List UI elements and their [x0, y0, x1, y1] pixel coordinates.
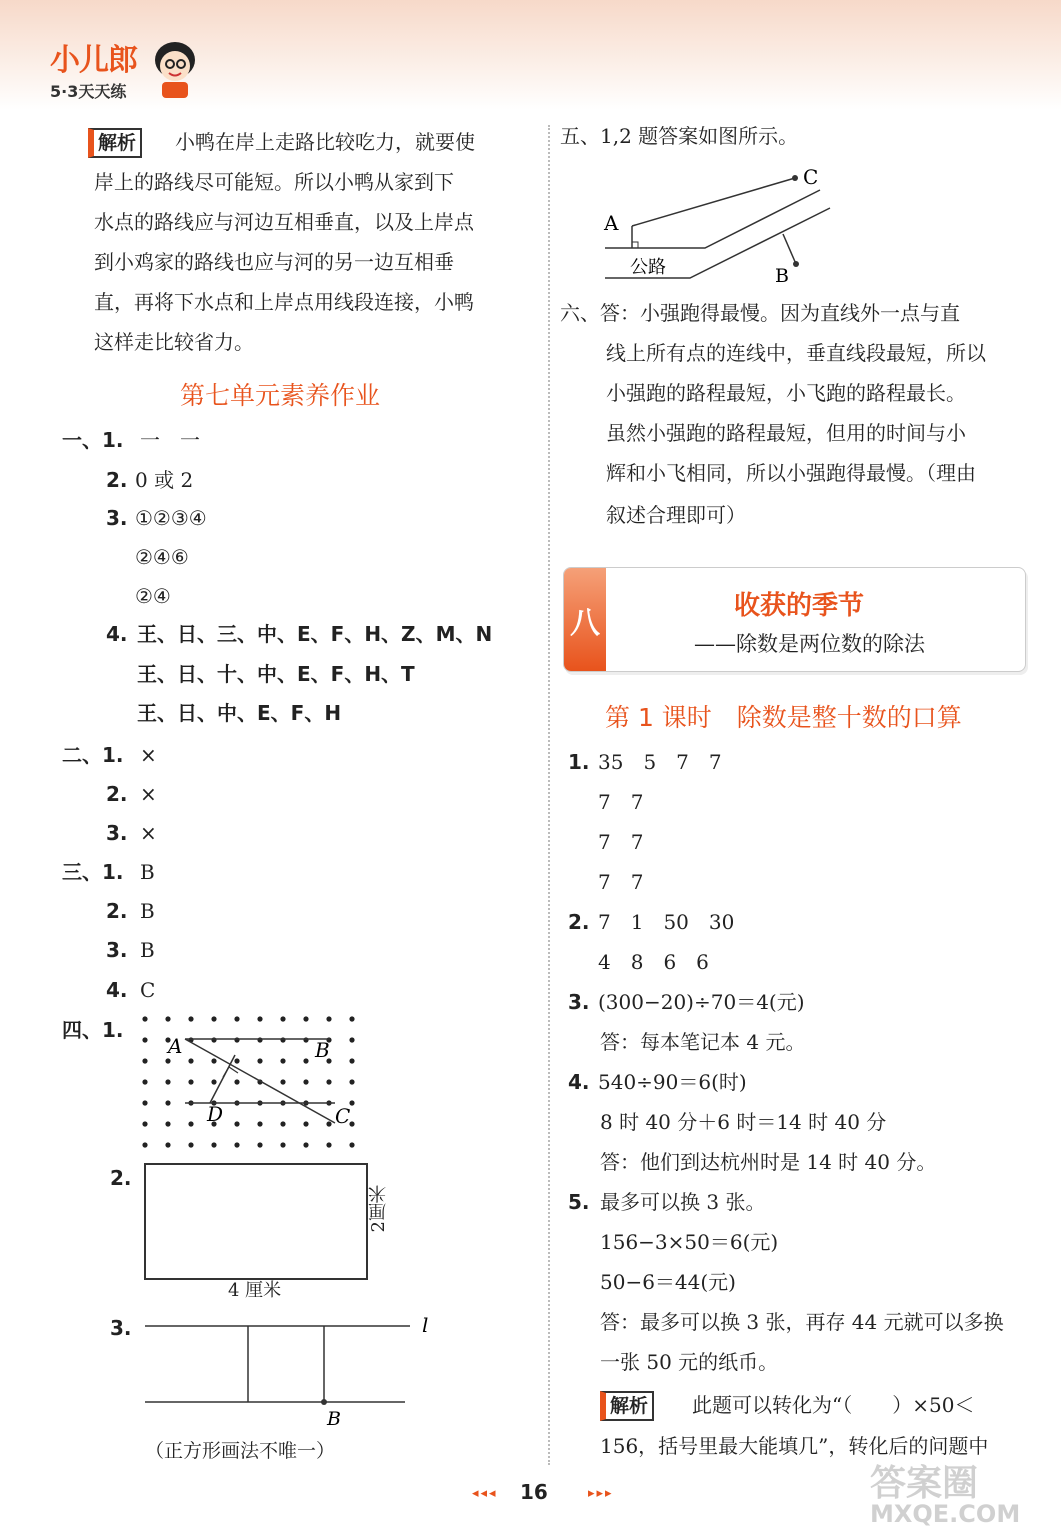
grid-dot	[234, 1016, 239, 1021]
grid-dot	[280, 1016, 285, 1021]
grid-dot	[257, 1142, 262, 1147]
rectangle-figure	[144, 1163, 368, 1280]
answer-text: 答：每本笔记本 4 元。	[600, 1030, 806, 1054]
answer-text: 0 或 2	[135, 468, 194, 492]
answer-text: 答：他们到达杭州时是 14 时 40 分。	[600, 1150, 937, 1174]
answer-text: 一 一	[140, 428, 200, 452]
grid-dot	[280, 1121, 285, 1126]
square-figure	[140, 1310, 440, 1430]
analysis-badge: 解析	[600, 1391, 654, 1421]
grid-dot	[280, 1142, 285, 1147]
answer-text: B	[140, 899, 155, 923]
grid-dot	[349, 1037, 354, 1042]
grid-dot	[142, 1058, 147, 1063]
point-b	[321, 1399, 327, 1405]
q6-line: 叙述合理即可）	[606, 503, 746, 527]
answer-text: 4 8 6 6	[598, 950, 709, 974]
answer-text: 156−3×50＝6(元)	[600, 1230, 779, 1254]
point-c-label: C	[335, 1104, 351, 1128]
answer-text: ②④⑥	[135, 545, 189, 569]
grid-dot	[280, 1037, 285, 1042]
watermark-logo: 答案圈	[870, 1463, 979, 1504]
grid-dot	[280, 1079, 285, 1084]
unit-subtitle: ——除数是两位数的除法	[694, 632, 925, 656]
rect-height-label: 2厘米	[368, 1185, 389, 1233]
grid-dot	[211, 1037, 216, 1042]
question-label: 2.	[568, 910, 590, 934]
analysis-line: 小鸭在岸上走路比较吃力，就要使	[175, 130, 475, 154]
point-c-label: C	[803, 165, 819, 189]
segment-b-road	[783, 234, 796, 264]
question-label: 3.	[106, 938, 128, 962]
q5-line: 五、1,2 题答案如图所示。	[560, 124, 799, 148]
grid-dot	[188, 1142, 193, 1147]
answer-text: ①②③④	[135, 506, 207, 530]
question-label: 5.	[568, 1190, 590, 1214]
question-label: 2.	[106, 468, 128, 492]
analysis-line: 直，再将下水点和上岸点用线段连接，小鸭	[94, 290, 474, 314]
grid-dot	[234, 1079, 239, 1084]
section-title: 第七单元素养作业	[180, 381, 381, 410]
grid-dot	[188, 1016, 193, 1021]
point-b-label: B	[775, 265, 789, 287]
answer-text: C	[140, 978, 156, 1002]
answer-text: ②④	[135, 584, 171, 608]
answer-text: ×	[140, 743, 157, 767]
grid-dot	[303, 1037, 308, 1042]
grid-dot	[349, 1079, 354, 1084]
road-label: 公路	[630, 257, 666, 278]
grid-dot	[211, 1016, 216, 1021]
grid-dot	[303, 1058, 308, 1063]
q6-line: 六、答：小强跑得最慢。因为直线外一点与直	[560, 301, 960, 325]
answer-text: 王、日、三、中、E、F、H、Z、M、N	[137, 622, 493, 646]
q6-line: 辉和小飞相同，所以小强跑得最慢。（理由	[606, 461, 976, 485]
answer-text: 王、日、十、中、E、F、H、T	[137, 662, 415, 686]
grid-dot	[234, 1121, 239, 1126]
grid-dot	[211, 1142, 216, 1147]
analysis-line: 此题可以转化为“（ ）×50＜	[692, 1393, 975, 1417]
answer-text: 50−6＝44(元)	[600, 1270, 736, 1294]
grid-dot	[280, 1058, 285, 1063]
answer-text: 7 7	[598, 830, 644, 854]
road-diagram	[600, 160, 840, 290]
answer-text: B	[140, 938, 155, 962]
grid-dot	[234, 1142, 239, 1147]
grid-dot	[211, 1079, 216, 1084]
answer-text: 540÷90＝6(时)	[598, 1070, 747, 1094]
q6-line: 虽然小强跑的路程最短，但用的时间与小	[606, 421, 966, 445]
logo-title: 小儿郎	[50, 43, 137, 78]
grid-dot	[188, 1121, 193, 1126]
grid-dot	[326, 1142, 331, 1147]
question-label: 4.	[568, 1070, 590, 1094]
analysis-line: 岸上的路线尽可能短。所以小鸭从家到下	[94, 170, 454, 194]
column-divider	[548, 125, 550, 1465]
rect-width-label: 4 厘米	[228, 1280, 282, 1301]
segment-ac	[632, 178, 795, 226]
next-arrows-icon: ▸▸▸	[588, 1486, 614, 1501]
question-label: 3.	[106, 821, 128, 845]
prev-arrows-icon: ◂◂◂	[472, 1486, 498, 1501]
grid-dot	[257, 1121, 262, 1126]
point-d-label: D	[207, 1102, 224, 1126]
analysis-line: 水点的路线应与河边互相垂直，以及上岸点	[94, 210, 474, 234]
analysis-line: 到小鸡家的路线也应与河的另一边互相垂	[94, 250, 454, 274]
note-text: （正方形画法不唯一）	[145, 1440, 336, 1462]
grid-dot	[188, 1079, 193, 1084]
point-b-label: B	[327, 1408, 341, 1430]
answer-text: 答：最多可以换 3 张，再存 44 元就可以多换	[600, 1310, 1004, 1334]
grid-dot	[234, 1037, 239, 1042]
grid-dot	[326, 1079, 331, 1084]
grid-dot	[303, 1016, 308, 1021]
grid-dot	[142, 1121, 147, 1126]
grid-dot	[165, 1121, 170, 1126]
grid-dot	[349, 1058, 354, 1063]
grid-dot	[188, 1058, 193, 1063]
mascot-icon	[150, 38, 200, 100]
point-c	[792, 175, 798, 181]
answer-text: 7 1 50 30	[598, 910, 735, 934]
grid-dot	[349, 1142, 354, 1147]
right-angle-mark	[632, 242, 638, 248]
grid-dot	[234, 1058, 239, 1063]
grid-dot	[142, 1016, 147, 1021]
question-label: 2.	[106, 782, 128, 806]
grid-dot	[257, 1037, 262, 1042]
lesson-title: 第 1 课时 除数是整十数的口算	[605, 703, 962, 732]
question-label: 2.	[110, 1166, 132, 1190]
road-upper-edge	[605, 190, 820, 248]
answer-text: 8 时 40 分＋6 时＝14 时 40 分	[600, 1110, 887, 1134]
answer-text: 一张 50 元的纸币。	[600, 1350, 779, 1374]
analysis-line: 这样走比较省力。	[94, 330, 254, 354]
answer-text: 35 5 7 7	[598, 750, 722, 774]
grid-dot	[165, 1058, 170, 1063]
grid-dot	[303, 1121, 308, 1126]
unit-banner	[563, 567, 1026, 672]
analysis-badge: 解析	[88, 128, 142, 158]
question-label: 3.	[568, 990, 590, 1014]
answer-text: 王、日、中、E、F、H	[137, 701, 342, 725]
grid-dot	[165, 1142, 170, 1147]
answer-text: 最多可以换 3 张。	[600, 1190, 766, 1214]
grid-dot	[142, 1100, 147, 1105]
right-angle-mark	[223, 1067, 238, 1077]
unit-number: 八	[564, 568, 606, 671]
point-b	[793, 261, 799, 267]
answer-text: ×	[140, 782, 157, 806]
answer-text: 7 7	[598, 870, 644, 894]
question-label: 二、1.	[62, 743, 124, 767]
grid-dot	[303, 1142, 308, 1147]
grid-dot	[165, 1079, 170, 1084]
grid-dot	[303, 1079, 308, 1084]
question-label: 三、1.	[62, 860, 124, 884]
logo	[50, 35, 137, 102]
grid-dot	[211, 1058, 216, 1063]
q6-line: 线上所有点的连线中，垂直线段最短，所以	[606, 341, 986, 365]
question-label: 2.	[106, 899, 128, 923]
answer-text: ×	[140, 821, 157, 845]
question-label: 4.	[106, 622, 128, 646]
point-a-label: A	[168, 1034, 183, 1058]
unit-title: 收获的季节	[734, 591, 865, 621]
question-label: 4.	[106, 978, 128, 1002]
q6-line: 小强跑的路程最短，小飞跑的路程最长。	[606, 381, 966, 405]
question-label: 1.	[568, 750, 590, 774]
question-label: 3.	[106, 506, 128, 530]
grid-dot	[165, 1016, 170, 1021]
grid-dot	[326, 1016, 331, 1021]
grid-dot	[142, 1037, 147, 1042]
grid-dot	[257, 1016, 262, 1021]
grid-dot	[349, 1016, 354, 1021]
answer-text: B	[140, 860, 155, 884]
question-label: 3.	[110, 1316, 132, 1340]
page-number: 16	[520, 1480, 548, 1504]
point-a-label: A	[604, 211, 619, 235]
grid-dot	[142, 1142, 147, 1147]
grid-dot	[142, 1079, 147, 1084]
question-label: 一、1.	[62, 428, 124, 452]
dot-grid-figure	[130, 1005, 370, 1155]
point-b-label: B	[315, 1038, 330, 1062]
line-l-label: l	[422, 1313, 429, 1337]
grid-dot	[326, 1121, 331, 1126]
logo-subtitle: 5·3天天练	[50, 82, 127, 101]
watermark-url: MXQE.COM	[870, 1500, 1021, 1528]
analysis-line: 156，括号里最大能填几”，转化后的问题中	[600, 1434, 989, 1458]
grid-dot	[165, 1100, 170, 1105]
answer-text: 7 7	[598, 790, 644, 814]
grid-dot	[257, 1058, 262, 1063]
question-label: 四、1.	[62, 1018, 124, 1042]
answer-text: (300−20)÷70＝4(元)	[598, 990, 805, 1014]
